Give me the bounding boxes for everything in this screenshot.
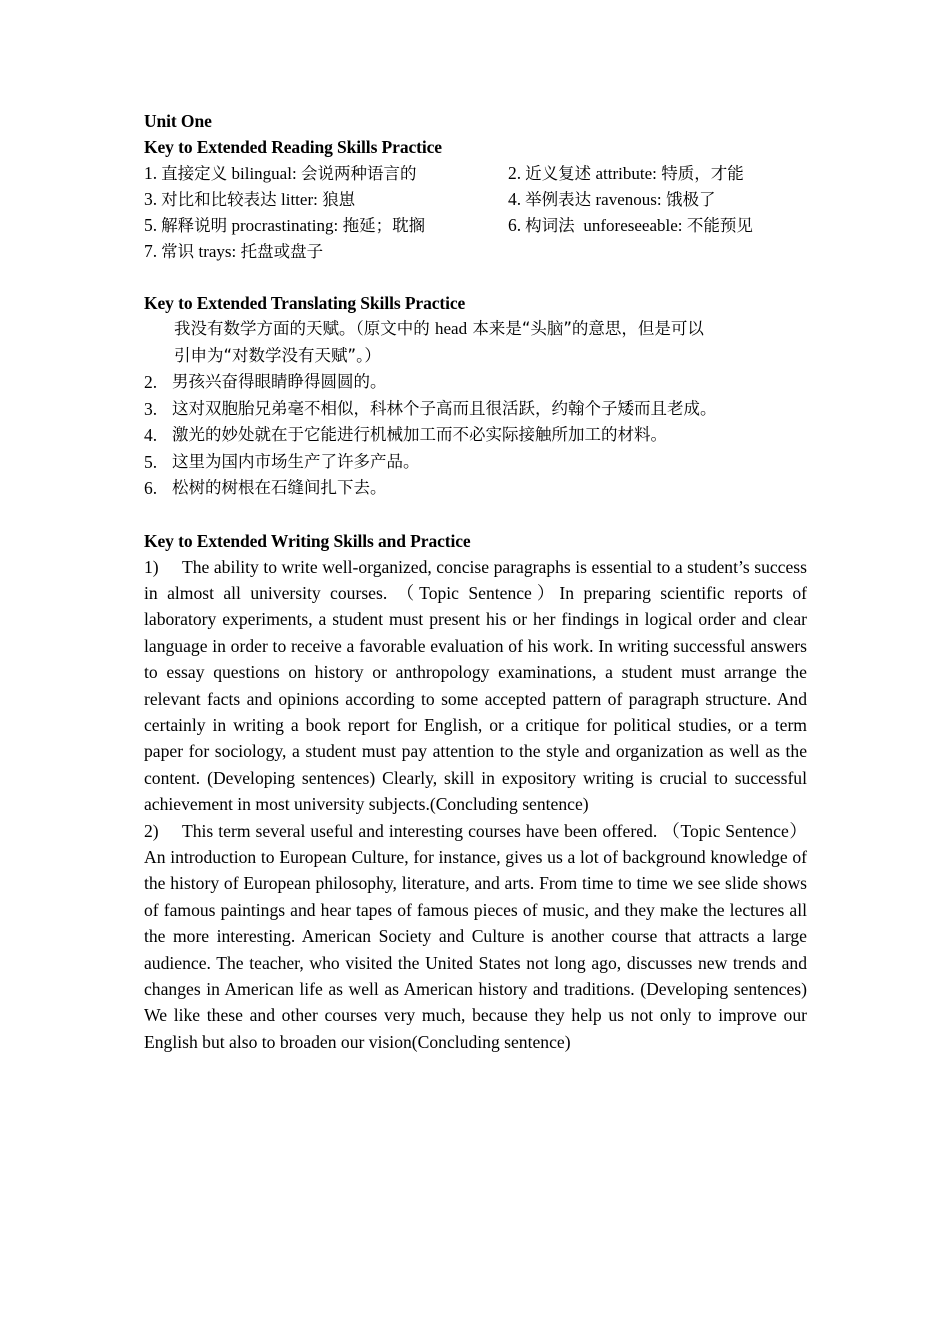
item-term: unforeseeable: bbox=[583, 216, 683, 235]
item-term: ravenous: bbox=[595, 190, 662, 209]
item-number: 2. bbox=[508, 163, 522, 183]
translation-text: 激光的妙处就在于它能进行机械加工而不必实际接触所加工的材料。 bbox=[172, 425, 667, 444]
list-item bbox=[144, 475, 807, 502]
item-number: 6. bbox=[508, 215, 522, 235]
item-number: 2. bbox=[144, 372, 158, 392]
item-number: 7. bbox=[144, 241, 158, 261]
item-number: 5. bbox=[144, 451, 158, 472]
reading-entry-3 bbox=[144, 186, 355, 213]
item-label: 直接定义 bbox=[161, 164, 228, 183]
item-gloss: 饿极了 bbox=[665, 190, 716, 209]
reading-entry-1 bbox=[144, 160, 417, 187]
list-item bbox=[144, 238, 807, 264]
section-heading-writing: Key to Extended Writing Skills and Practice bbox=[144, 530, 471, 551]
section-divider bbox=[144, 264, 807, 290]
item-gloss: 狼崽 bbox=[322, 190, 356, 209]
translating-skills-list bbox=[144, 316, 807, 502]
list-item bbox=[144, 369, 807, 396]
reading-entry-2 bbox=[508, 160, 744, 187]
item-number: 4. bbox=[144, 425, 158, 445]
section-divider bbox=[144, 502, 807, 528]
item-number: 3. bbox=[144, 398, 158, 419]
translation-line2: 引申为“对数学没有天赋”。） bbox=[174, 345, 381, 365]
reading-entry-7 bbox=[144, 238, 323, 265]
list-item bbox=[144, 160, 807, 186]
item-label: 举例表达 bbox=[525, 190, 592, 209]
item-term: bilingual: bbox=[231, 164, 297, 183]
item-gloss: 不能预见 bbox=[686, 216, 753, 235]
translation-text: 男孩兴奋得眼睛睁得圆圆的。 bbox=[172, 372, 387, 391]
list-item bbox=[144, 422, 807, 449]
item-gloss: 托盘或盘子 bbox=[240, 242, 324, 261]
document-body bbox=[144, 108, 807, 1055]
item-label: 对比和比较表达 bbox=[161, 190, 277, 209]
translation-text: 这里为国内市场生产了许多产品。 bbox=[172, 451, 420, 471]
reading-entry-6 bbox=[508, 212, 753, 239]
item-number: 5. bbox=[144, 215, 158, 235]
translation-text: 松树的树根在石缝间扎下去。 bbox=[172, 478, 387, 497]
item-gloss: 特质，才能 bbox=[661, 164, 744, 183]
item-number: 1. bbox=[144, 163, 158, 183]
translation-text bbox=[174, 316, 807, 343]
writing-paragraph-1 bbox=[144, 554, 807, 818]
item-number: 4. bbox=[508, 189, 522, 209]
paragraph-text: This term several useful and interesting courses have been offered. （Topic Sentence） An introduction to European Culture, for instance, gives us a lot of background knowledge of the history of European philosophy, literature, and arts. From time to time we see slide shows of famous paintings and hear tapes of famous pieces of music, and they make the lectures all the more interesting. American Society and Culture is another course that attracts a large audience. The teacher, who visited the United States not long ago, discusses new trends and changes in American life as well as American history and traditions. (Developing sentences) We like these and other courses very much, because they help us not only to improve our English but also to broaden our vision(Concluding sentence) bbox=[144, 820, 807, 1052]
paragraph-number: 2) bbox=[144, 820, 159, 841]
translation-line1-pre: 我没有数学方面的天赋。（原文中的 bbox=[174, 319, 435, 338]
page-title: Unit One bbox=[144, 111, 212, 131]
item-number: 6. bbox=[144, 478, 158, 498]
reading-skills-list bbox=[144, 160, 807, 264]
section-heading-translating: Key to Extended Translating Skills Practice bbox=[144, 293, 466, 313]
writing-paragraph-2 bbox=[144, 818, 807, 1056]
item-gloss: 会说两种语言的 bbox=[301, 164, 417, 183]
item-label: 解释说明 bbox=[161, 216, 228, 235]
translation-inline-term: head bbox=[435, 319, 468, 338]
item-label: 常识 bbox=[161, 242, 195, 261]
item-label: 构词法 bbox=[525, 216, 575, 235]
item-number: 3. bbox=[144, 189, 158, 209]
list-item bbox=[144, 396, 807, 423]
list-item bbox=[144, 449, 807, 476]
paragraph-text: The ability to write well-organized, concise paragraphs is essential to a student’s success in almost all university courses. （Topic Sentence）In preparing scientific reports of laboratory experiments, a student must present his or her findings in logical order and clear language in order to receive a favorable evaluation of his work. In writing successful answers to essay questions on history or anthropology examinations, a student must arrange the relevant facts and opinions according to some accepted pattern of paragraph structure. And certainly in writing a book report for English, or a critique for political studies, or a term paper for sociology, a student must pay attention to the style and organization as well as the content. (Developing sentences) Clearly, skill in expository writing is crucial to successful achievement in most university subjects.(Concluding sentence) bbox=[144, 556, 807, 815]
item-term: trays: bbox=[198, 242, 237, 261]
section-heading-reading: Key to Extended Reading Skills Practice bbox=[144, 137, 442, 157]
item-gloss: 拖延；耽搁 bbox=[342, 216, 426, 235]
paragraph-number: 1) bbox=[144, 556, 159, 577]
item-term: attribute: bbox=[595, 164, 657, 183]
list-item bbox=[144, 212, 807, 238]
translation-text: 这对双胞胎兄弟毫不相似，科林个子高而且很活跃，约翰个子矮而且老成。 bbox=[172, 398, 717, 418]
item-label: 近义复述 bbox=[525, 164, 592, 183]
item-term: litter: bbox=[281, 190, 318, 209]
translation-line1-post: 本来是“头脑”的意思，但是可以 bbox=[467, 319, 704, 338]
list-item bbox=[144, 186, 807, 212]
item-term: procrastinating: bbox=[231, 216, 339, 235]
reading-entry-5 bbox=[144, 212, 425, 239]
reading-entry-4 bbox=[508, 186, 715, 213]
list-item bbox=[144, 316, 807, 369]
